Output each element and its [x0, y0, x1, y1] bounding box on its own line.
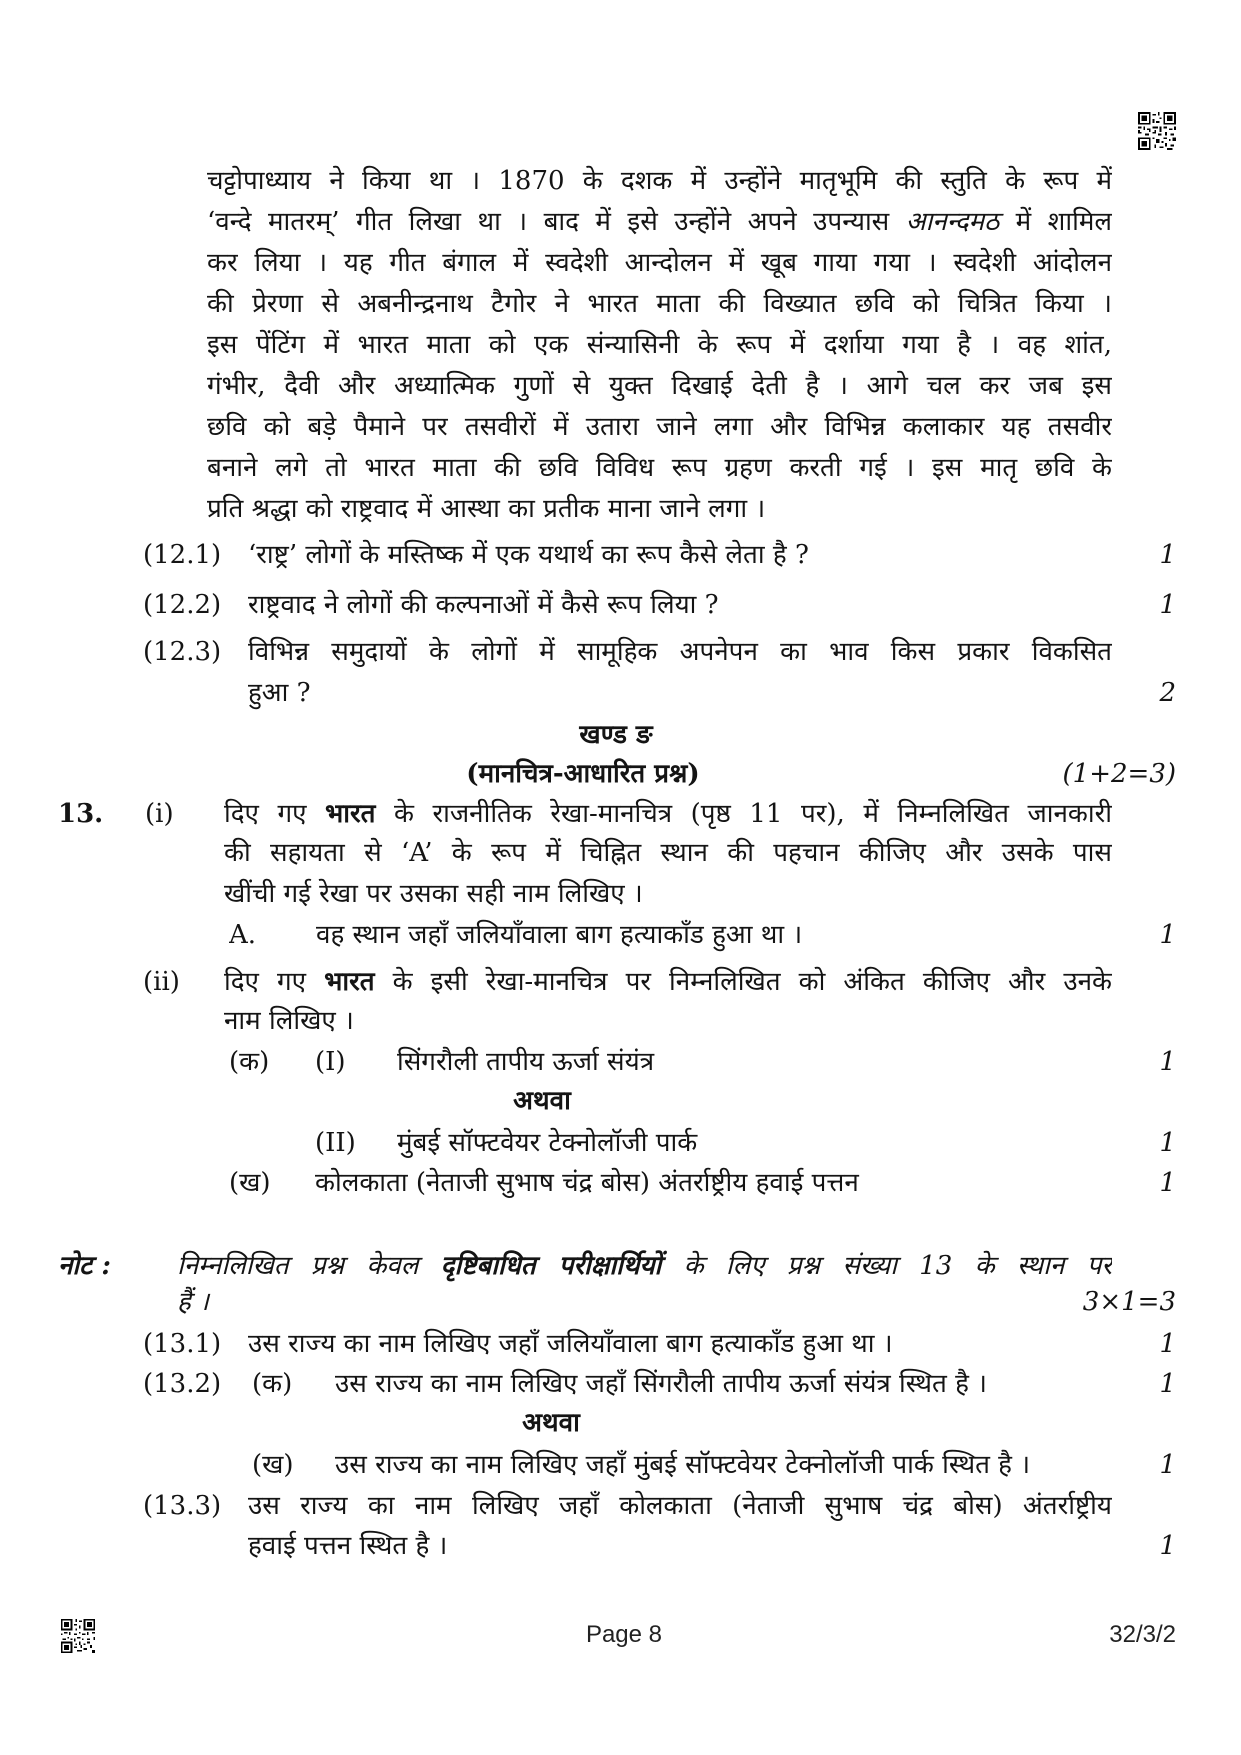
question-marks: 1: [1159, 590, 1176, 620]
item-text: कोलकाता (नेताजी सुभाष चंद्र बोस) अंतर्राष्ट्रीय हवाई पत्तन: [315, 1168, 859, 1198]
note-text: हैं ।: [177, 1287, 209, 1317]
note-label: नोट :: [58, 1251, 111, 1281]
passage-text: ‘वन्दे मातरम्’ गीत लिखा था । बाद में इसे उन्होंने अपने उपन्यास: [207, 207, 906, 237]
question-marks: 1: [1159, 1531, 1176, 1561]
country-name: भारत: [325, 799, 376, 829]
or-divider: अथवा: [522, 1408, 580, 1438]
question-text: उस राज्य का नाम लिखिए जहाँ कोलकाता (नेताजी सुभाष चंद्र बोस) अंतर्राष्ट्रीय: [248, 1491, 1112, 1521]
question-label: (13.2): [143, 1369, 222, 1399]
question-marks: 1: [1159, 920, 1176, 950]
option-text: मुंबई सॉफ्टवेयर टेक्नोलॉजी पार्क: [397, 1128, 698, 1158]
item-label: (क): [229, 1047, 270, 1077]
item-label: A.: [229, 920, 257, 950]
passage-line: [207, 205, 1112, 239]
page-number: Page 8: [585, 1621, 663, 1648]
passage-line: इस पेंटिंग में भारत माता को एक संन्यासिनी के रूप में दर्शाया गया है । वह शांत,: [207, 330, 1112, 360]
note-emphasis: दृष्टिबाधित परीक्षार्थियों: [440, 1251, 662, 1281]
question-label: (12.3): [143, 637, 222, 667]
question-marks: 1: [1159, 1369, 1176, 1399]
note-text-segment: निम्नलिखित प्रश्न केवल: [177, 1251, 441, 1281]
section-subtitle: (मानचित्र-आधारित प्रश्न): [466, 759, 700, 789]
item-label: (ख): [229, 1168, 271, 1198]
question-text: उस राज्य का नाम लिखिए जहाँ मुंबई सॉफ्टवेयर टेक्नोलॉजी पार्क स्थित है ।: [335, 1450, 1031, 1480]
option-label: (II): [315, 1128, 356, 1158]
question-text: हवाई पत्तन स्थित है ।: [248, 1531, 448, 1561]
part-label: (ii): [143, 967, 180, 997]
question-marks: 1: [1159, 1047, 1176, 1077]
section-title: खण्ड ङ: [579, 720, 653, 750]
question-text: हुआ ?: [248, 678, 311, 708]
question-number: 13.: [58, 799, 104, 829]
country-name: भारत: [324, 967, 375, 997]
question-marks: 1: [1159, 1168, 1176, 1198]
passage-line: कर लिया । यह गीत बंगाल में स्वदेशी आन्दोलन में खूब गाया गया । स्वदेशी आंदोलन: [207, 248, 1112, 278]
question-marks: 1: [1159, 1329, 1176, 1359]
qr-code-top-right: [1138, 112, 1176, 150]
question-text-segment: दिए गए: [224, 967, 325, 997]
item-text: वह स्थान जहाँ जलियाँवाला बाग हत्याकाँड हुआ था ।: [316, 920, 803, 950]
question-text: नाम लिखिए ।: [224, 1006, 354, 1036]
section-marks: (1+2=3): [1062, 759, 1176, 789]
item-label: (ख): [252, 1450, 294, 1480]
item-label: (क): [252, 1369, 293, 1399]
note-text: [177, 1249, 1112, 1283]
question-text: [224, 797, 1112, 831]
question-label: (13.1): [143, 1329, 222, 1359]
question-text: की सहायता से ‘A’ के रूप में चिह्नित स्थान की पहचान कीजिए और उसके पास: [224, 838, 1112, 868]
question-text-segment: दिए गए: [224, 799, 325, 829]
question-text: उस राज्य का नाम लिखिए जहाँ जलियाँवाला बाग हत्याकाँड हुआ था ।: [248, 1329, 893, 1359]
passage-text: में शामिल: [999, 207, 1112, 237]
passage-line: की प्रेरणा से अबनीन्द्रनाथ टैगोर ने भारत माता की विख्यात छवि को चित्रित किया ।: [207, 289, 1112, 319]
question-text: [224, 965, 1112, 999]
question-label: (12.1): [143, 540, 222, 570]
novel-title: आनन्दमठ: [905, 207, 1000, 237]
passage-line: बनाने लगे तो भारत माता की छवि विविध रूप ग्रहण करती गई । इस मातृ छवि के: [207, 453, 1112, 483]
question-text-segment: के राजनीतिक रेखा-मानचित्र (पृष्ठ 11 पर), में निम्नलिखित जानकारी: [375, 799, 1112, 829]
passage-line: गंभीर, दैवी और अध्यात्मिक गुणों से युक्त दिखाई देती है । आगे चल कर जब इस: [207, 371, 1112, 401]
question-marks: 1: [1159, 540, 1176, 570]
note-marks: 3×1=3: [1082, 1287, 1176, 1317]
passage-line: प्रति श्रद्धा को राष्ट्रवाद में आस्था का प्रतीक माना जाने लगा ।: [207, 494, 766, 524]
question-text: विभिन्न समुदायों के लोगों में सामूहिक अपनेपन का भाव किस प्रकार विकसित: [248, 637, 1112, 667]
question-text: खींची गई रेखा पर उसका सही नाम लिखिए ।: [224, 879, 643, 909]
part-label: (i): [145, 799, 174, 829]
or-divider: अथवा: [513, 1086, 571, 1116]
question-marks: 1: [1159, 1450, 1176, 1480]
qr-code-bottom-left: [61, 1619, 95, 1653]
option-label: (I): [315, 1047, 346, 1077]
question-marks: 1: [1159, 1128, 1176, 1158]
question-label: (12.2): [143, 590, 222, 620]
passage-line: चट्टोपाध्याय ने किया था । 1870 के दशक में उन्होंने मातृभूमि की स्तुति के रूप में: [207, 166, 1112, 196]
question-marks: 2: [1159, 678, 1176, 708]
passage-line: छवि को बड़े पैमाने पर तसवीरों में उतारा जाने लगा और विभिन्न कलाकार यह तसवीर: [207, 412, 1112, 442]
option-text: सिंगरौली तापीय ऊर्जा संयंत्र: [397, 1047, 655, 1077]
question-text: राष्ट्रवाद ने लोगों की कल्पनाओं में कैसे रूप लिया ?: [248, 590, 719, 620]
note-text-segment: के लिए प्रश्न संख्या 13 के स्थान पर: [661, 1251, 1112, 1281]
question-text-segment: के इसी रेखा-मानचित्र पर निम्नलिखित को अंकित कीजिए और उनके: [374, 967, 1112, 997]
question-text: ‘राष्ट्र’ लोगों के मस्तिष्क में एक यथार्थ का रूप कैसे लेता है ?: [248, 540, 809, 570]
paper-code: 32/3/2: [1109, 1621, 1176, 1648]
question-label: (13.3): [143, 1491, 222, 1521]
question-text: उस राज्य का नाम लिखिए जहाँ सिंगरौली तापीय ऊर्जा संयंत्र स्थित है ।: [335, 1369, 987, 1399]
